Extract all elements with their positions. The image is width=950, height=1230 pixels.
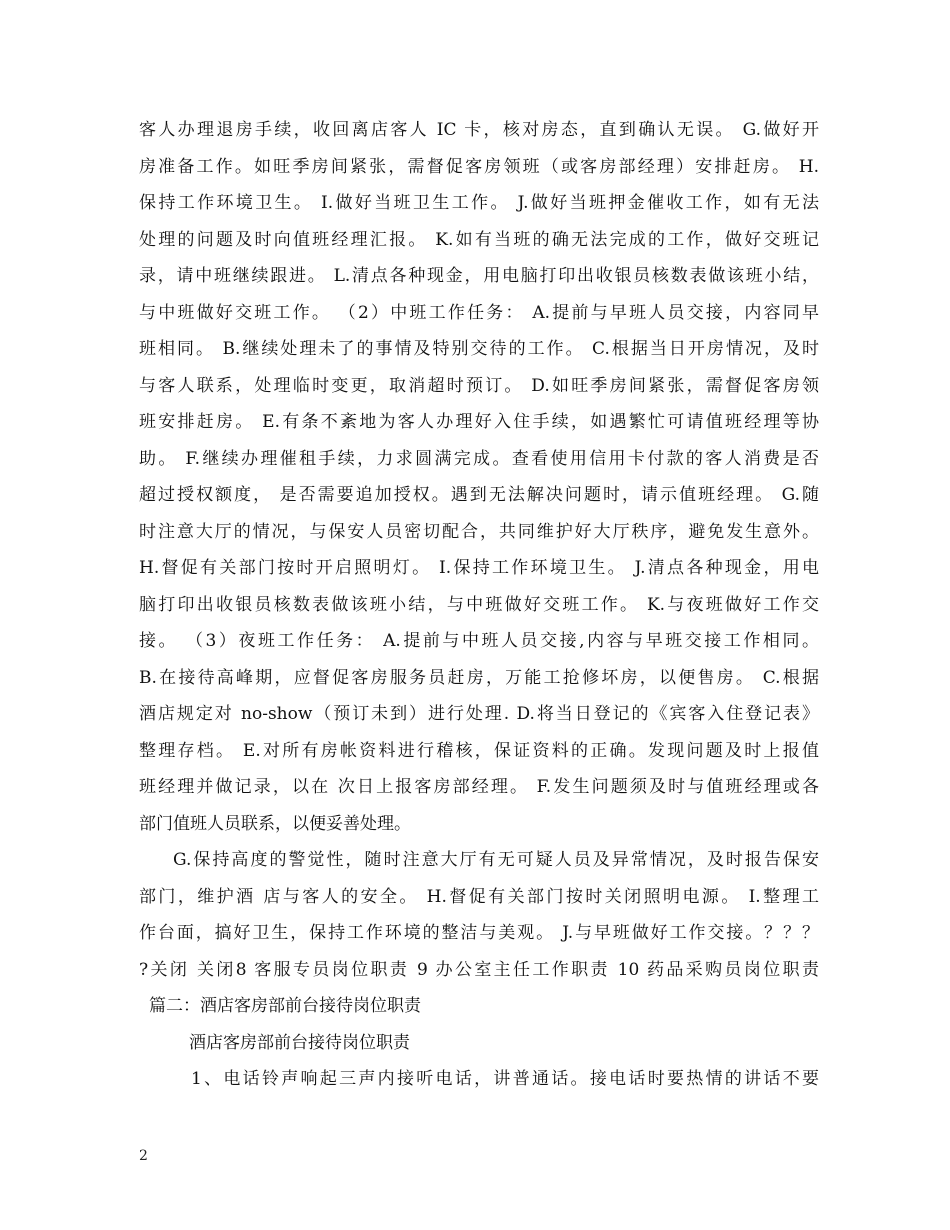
text-line: 1、电话铃声响起三声内接听电话，讲普通话。接电话时要热情的讲话不要 xyxy=(191,1069,819,1089)
text-line: 作台面，搞好卫生，保持工作环境的整洁与美观。 J.与早班做好工作交接。？？？ xyxy=(139,923,819,943)
text-line: 超过授权额度， 是否需要追加授权。遇到无法解决问题时，请示值班经理。 G.随 xyxy=(139,485,819,505)
text-line: B.在接待高峰期，应督促客房服务员赶房，万能工抢修坏房，以便售房。 C.根据 xyxy=(139,667,819,688)
subsection-heading: 酒店客房部前台接待岗位职责 xyxy=(189,1032,410,1053)
text-line: 班安排赶房。 E.有条不紊地为客人办理好入住手续，如遇繁忙可请值班经理等协 xyxy=(139,412,819,432)
text-line: 客人办理退房手续，收回离店客人 IC 卡，核对房态，直到确认无误。 G.做好开 xyxy=(139,120,819,140)
text-line: 时注意大厅的情况，与保安人员密切配合，共同维护好大厅秩序，避免发生意外。 xyxy=(139,521,819,542)
text-line: 部门值班人员联系，以便妥善处理。 xyxy=(139,813,411,834)
text-line: 接。 （3）夜班工作任务： A.提前与中班人员交接,内容与早班交接工作相同。 xyxy=(139,631,819,651)
text-line: H.督促有关部门按时开启照明灯。 I.保持工作环境卫生。 J.清点各种现金，用电 xyxy=(139,558,819,578)
text-line: 房准备工作。如旺季房间紧张，需督促客房领班（或客房部经理）安排赶房。 H. xyxy=(139,156,819,177)
text-line: 班经理并做记录，以在 次日上报客房部经理。 F.发生问题须及时与值班经理或各 xyxy=(139,777,819,797)
page-number: 2 xyxy=(139,1148,148,1164)
text-line: 整理存档。 E.对所有房帐资料进行稽核，保证资料的正确。发现问题及时上报值 xyxy=(139,740,819,761)
text-line: 班相同。 B.继续处理未了的事情及特别交待的工作。 C.根据当日开房情况，及时 xyxy=(139,339,819,359)
text-line: 处理的问题及时向值班经理汇报。 K.如有当班的确无法完成的工作，做好交班记 xyxy=(139,229,819,250)
text-line: 与中班做好交班工作。 （2）中班工作任务： A.提前与早班人员交接，内容同早 xyxy=(139,302,819,323)
text-line: 部门，维护酒 店与客人的安全。 H.督促有关部门按时关闭照明电源。 I.整理工 xyxy=(139,886,819,907)
text-line: ?关闭 关闭8 客服专员岗位职责 9 办公室主任工作职责 10 药品采购员岗位职责 xyxy=(139,959,819,980)
text-line: 助。 F.继续办理催租手续，力求圆满完成。查看使用信用卡付款的客人消费是否 xyxy=(139,448,819,469)
text-line: 保持工作环境卫生。 I.做好当班卫生工作。 J.做好当班押金催收工作，如有无法 xyxy=(139,193,819,213)
text-line: G.保持高度的警觉性，随时注意大厅有无可疑人员及异常情况，及时报告保安 xyxy=(173,850,819,870)
text-line: 与客人联系，处理临时变更，取消超时预订。 D.如旺季房间紧张，需督促客房领 xyxy=(139,375,819,396)
text-line: 酒店规定对 no-show（预订未到）进行处理. D.将当日登记的《宾客入住登记表》 xyxy=(139,704,819,724)
text-line: 脑打印出收银员核数表做该班小结，与中班做好交班工作。 K.与夜班做好工作交 xyxy=(139,594,819,615)
text-line: 录，请中班继续跟进。 L.清点各种现金，用电脑打印出收银员核数表做该班小结， xyxy=(139,266,819,286)
section-heading: 篇二：酒店客房部前台接待岗位职责 xyxy=(149,996,421,1016)
body-text xyxy=(139,112,819,1098)
